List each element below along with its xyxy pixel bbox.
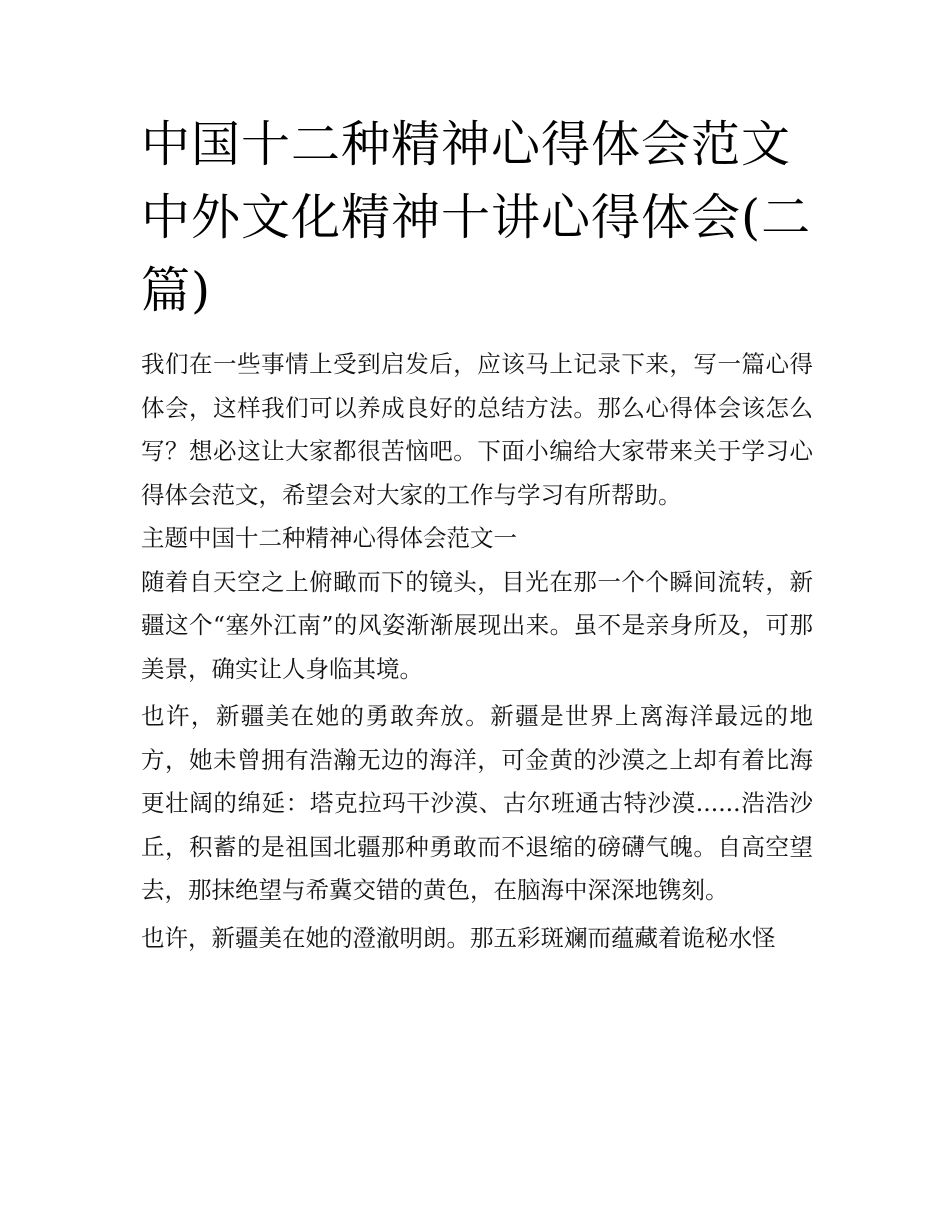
document-title: 中国十二种精神心得体会范文中外文化精神十讲心得体会(二篇) (141, 116, 812, 319)
section-heading: 主题中国十二种精神心得体会范文一 (141, 524, 517, 552)
body-paragraph: 也许，新疆美在她的勇敢奔放。新疆是世界上离海洋最远的地方，她未曾拥有浩瀚无边的海洋，可金黄的沙漠之上却有着比海更壮阔的绵延：塔克拉玛干沙漠、古尔班通古特沙漠......浩浩沙丘，积蓄的是祖国北疆那种勇敢而不退缩的磅礴气魄。自高空望去，那抹绝望与希冀交错的黄色，在脑海中深深地镌刻。 (141, 702, 813, 904)
body-paragraph: 也许，新疆美在她的澄澈明朗。那五彩斑斓而蕴藏着诡秘水怪 (141, 923, 776, 952)
intro-paragraph: 我们在一些事情上受到启发后，应该马上记录下来，写一篇心得体会，这样我们可以养成良好的总结方法。那么心得体会该怎么写？想必这让大家都很苦恼吧。下面小编给大家带来关于学习心得体会范文，希望会对大家的工作与学习有所帮助。 (141, 350, 813, 509)
document-page (141, 108, 813, 960)
document-body (141, 343, 813, 960)
body-paragraph: 随着自天空之上俯瞰而下的镜头，目光在那一个个瞬间流转，新疆这个“塞外江南”的风姿渐渐展现出来。虽不是亲身所及，可那美景，确实让人身临其境。 (141, 567, 813, 683)
